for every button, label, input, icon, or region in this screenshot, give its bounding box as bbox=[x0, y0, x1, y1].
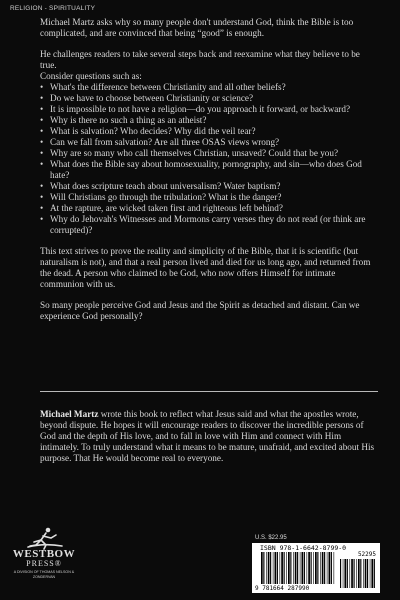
question-item: • What does scripture teach about universalism? Water baptism? bbox=[40, 181, 378, 192]
publisher-logo bbox=[10, 526, 78, 590]
barcode-bar bbox=[340, 559, 341, 588]
barcode-bar bbox=[370, 559, 371, 588]
barcode-bar bbox=[266, 552, 267, 584]
barcode-bar bbox=[286, 552, 287, 584]
barcode-bar bbox=[281, 552, 283, 584]
question-item: • Why do Jehovah's Witnesses and Mormons carry verses they do not read (or think are corrupted)? bbox=[40, 214, 378, 236]
barcode-bar bbox=[344, 559, 346, 588]
barcode-bar bbox=[343, 559, 344, 588]
runner-icon bbox=[10, 526, 78, 550]
barcode-bar bbox=[263, 552, 264, 584]
barcode-bar bbox=[320, 552, 321, 584]
price-label: U.S. $22.95 bbox=[255, 535, 287, 541]
barcode-bar bbox=[356, 559, 357, 588]
price-code: 52295 bbox=[357, 551, 376, 558]
barcode-bar bbox=[275, 552, 277, 584]
question-item: • At the rapture, are wicked taken first and righteous left behind? bbox=[40, 203, 378, 214]
barcode-bar bbox=[367, 559, 368, 588]
back-cover-description bbox=[40, 17, 378, 322]
barcode-bar bbox=[327, 552, 328, 584]
barcode-bar bbox=[363, 559, 364, 588]
intro-paragraph: Michael Martz asks why so many people don't understand God, think the Bible is too complicated, and are convinced that being “good” is enough. bbox=[40, 17, 354, 38]
publisher-division: A DIVISION OF THOMAS NELSON & ZONDERVAN bbox=[13, 570, 75, 579]
author-bio-text: wrote this book to reflect what Jesus said and what the apostles wrote, beyond dispute. He hopes it will encourage readers to discover the incredible persons of God and the depth of His love, and to fall in love with Him and connect with Him intimately. To truly understand what it means to be mature, unafraid, and excited about His purpose. That He would become real to everyone. bbox=[40, 409, 375, 464]
question-item: • Why are so many who call themselves Christian, unsaved? Could that be you? bbox=[40, 148, 378, 159]
question-item: • What is salvation? Who decides? Why did the veil tear? bbox=[40, 126, 378, 137]
isbn-text: ISBN 978-1-6642-8799-0 bbox=[260, 544, 347, 552]
barcode-graphic bbox=[252, 543, 380, 593]
barcode-bar bbox=[268, 552, 270, 584]
publisher-press: PRESS® bbox=[26, 559, 62, 568]
barcode-bar bbox=[358, 559, 360, 588]
barcode-bar bbox=[347, 559, 348, 588]
publisher-name: WESTBOW bbox=[12, 548, 76, 560]
barcode-bar bbox=[297, 552, 298, 584]
barcode-bar bbox=[293, 552, 294, 584]
author-name: Michael Martz bbox=[40, 409, 99, 420]
barcode-bar bbox=[284, 552, 285, 584]
category-label: RELIGION - SPIRITUALITY bbox=[10, 5, 96, 12]
consider-label: Consider questions such as: bbox=[40, 71, 142, 81]
barcode-bar bbox=[288, 552, 290, 584]
divider bbox=[40, 391, 378, 392]
barcode-bar bbox=[354, 559, 355, 588]
barcode-bar bbox=[277, 552, 278, 584]
question-item: • Will Christians go through the tribulation? What is the danger? bbox=[40, 192, 378, 203]
barcode-bar bbox=[311, 552, 312, 584]
barcode-bar bbox=[313, 552, 314, 584]
question-item: • It is impossible to not have a religion—do you approach it forward, or backward? bbox=[40, 104, 378, 115]
barcode-bar bbox=[304, 552, 305, 584]
perceive-paragraph: So many people perceive God and Jesus and the Spirit as detached and distant. Can we experience God personally? bbox=[40, 300, 360, 321]
barcode-digits: 9 781664 287990 bbox=[255, 585, 310, 592]
author-bio bbox=[40, 409, 378, 464]
barcode-bar bbox=[329, 552, 331, 584]
isbn-barcode bbox=[252, 543, 380, 593]
barcode-bar bbox=[324, 552, 325, 584]
question-item: • Can we fall from salvation? Are all three OSAS views wrong? bbox=[40, 137, 378, 148]
barcode-bar bbox=[350, 559, 351, 588]
barcode-bar bbox=[308, 552, 310, 584]
barcode-bar bbox=[270, 552, 271, 584]
question-item: • Do we have to choose between Christianity or science? bbox=[40, 93, 378, 104]
barcode-bar bbox=[315, 552, 317, 584]
barcode-bar bbox=[295, 552, 297, 584]
question-item: • Why is there no such a thing as an atheist? bbox=[40, 115, 378, 126]
barcode-bar bbox=[365, 559, 367, 588]
barcode-bar bbox=[300, 552, 301, 584]
barcode-bar bbox=[273, 552, 274, 584]
barcode-bar bbox=[374, 559, 375, 588]
barcode-bar bbox=[261, 552, 263, 584]
barcode-bar bbox=[360, 559, 361, 588]
barcode-bar bbox=[302, 552, 304, 584]
barcode-bar bbox=[290, 552, 291, 584]
barcode-bar bbox=[280, 552, 281, 584]
barcode-bar bbox=[322, 552, 324, 584]
barcode-bar bbox=[334, 552, 335, 584]
barcode-bar bbox=[351, 559, 353, 588]
barcode-bar bbox=[307, 552, 308, 584]
question-list bbox=[40, 82, 378, 236]
barcode-bar bbox=[331, 552, 332, 584]
barcode-bar bbox=[317, 552, 318, 584]
strives-paragraph: This text strives to prove the reality and simplicity of the Bible, that it is scientific (but naturalism is not), and that a real person lived and died for us long ago, and returned from the dead. A person who claimed to be God, who now offers Himself for intimate communion with us. bbox=[40, 246, 371, 289]
question-item: • What's the difference between Christianity and all other beliefs? bbox=[40, 82, 378, 93]
challenge-paragraph: He challenges readers to take several steps back and reexamine what they believe to be true. bbox=[40, 49, 360, 70]
barcode-bar bbox=[371, 559, 373, 588]
question-item: • What does the Bible say about homosexuality, pornography, and sin—who does God hate? bbox=[40, 159, 378, 181]
